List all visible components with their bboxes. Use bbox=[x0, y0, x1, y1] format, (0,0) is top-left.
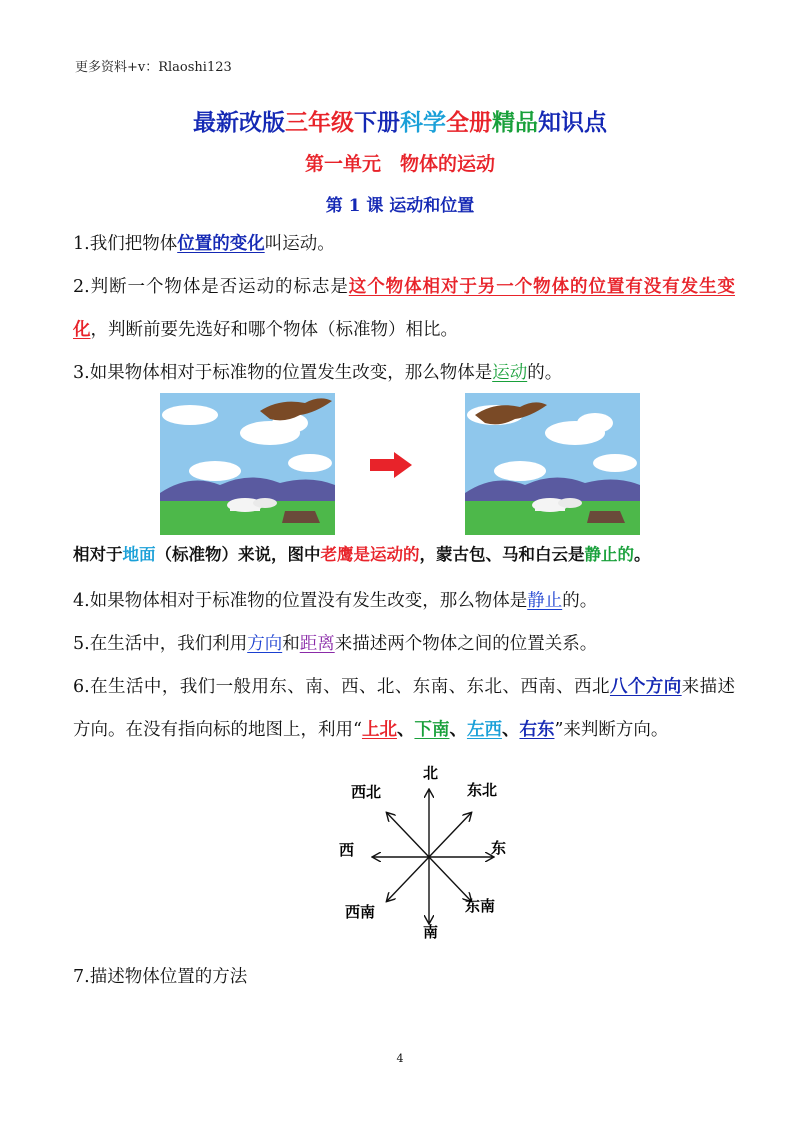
text: 3.如果物体相对于标准物的位置发生改变，那么物体是 bbox=[73, 363, 493, 383]
label-southeast: 东南 bbox=[465, 897, 496, 915]
arrow-southeast bbox=[429, 857, 471, 901]
document-title bbox=[0, 104, 800, 137]
text: 相对于 bbox=[73, 545, 123, 564]
key-term: 地面 bbox=[122, 545, 156, 564]
key-term: 运动 bbox=[492, 363, 528, 383]
key-term: 八个方向 bbox=[609, 677, 682, 697]
point-2 bbox=[73, 266, 735, 352]
image-caption bbox=[73, 541, 773, 565]
arrow-southwest bbox=[387, 857, 429, 901]
point-5 bbox=[73, 623, 735, 666]
text: 。 bbox=[634, 545, 651, 564]
title-part: 科学 bbox=[400, 109, 446, 136]
title-part: 精品 bbox=[492, 109, 538, 136]
label-west: 西 bbox=[339, 841, 355, 859]
text: 的。 bbox=[527, 363, 563, 383]
text: 5.在生活中，我们利用 bbox=[73, 634, 248, 654]
text: ”来判断方向。 bbox=[554, 720, 669, 740]
header-note: 更多资料+v：Rlaoshi123 bbox=[75, 60, 232, 75]
text: 叫运动。 bbox=[264, 234, 335, 254]
unit-title: 第一单元 物体的运动 bbox=[304, 153, 495, 175]
text: （标准物）来说，图中 bbox=[155, 545, 321, 564]
label-northeast: 东北 bbox=[467, 781, 498, 799]
title-part: 三年级 bbox=[285, 109, 354, 136]
label-northwest: 西北 bbox=[351, 783, 382, 801]
key-term: 静止的 bbox=[584, 545, 634, 564]
point-1 bbox=[73, 223, 735, 266]
label-east: 东 bbox=[491, 839, 507, 857]
text: 和 bbox=[282, 634, 300, 654]
title-part: 最新改版 bbox=[193, 109, 285, 136]
key-term: 静止 bbox=[527, 591, 563, 611]
text: 来描述方向。在没有指向标的地图上，利用“ bbox=[73, 677, 736, 740]
text: 、 bbox=[501, 720, 520, 740]
arrow-right-icon bbox=[368, 450, 414, 480]
arrow-northwest bbox=[387, 813, 429, 857]
text: 4.如果物体相对于标准物的位置没有发生改变，那么物体是 bbox=[73, 591, 528, 611]
scene-after-image bbox=[465, 393, 640, 535]
title-part: 全册 bbox=[446, 109, 492, 136]
label-south: 南 bbox=[423, 923, 439, 940]
point-4 bbox=[73, 580, 735, 623]
text: 1.我们把物体 bbox=[73, 234, 178, 254]
compass-diagram bbox=[335, 755, 525, 940]
key-term: 下南 bbox=[414, 720, 450, 740]
key-term: 这个物体相对于另一个物体的位置有没有发生变化 bbox=[73, 277, 736, 340]
text: 6.在生活中，我们一般用东、南、西、北、东南、东北、西南、西北 bbox=[73, 677, 610, 697]
arrow-northeast bbox=[429, 813, 471, 857]
key-term: 左西 bbox=[466, 720, 502, 740]
point-3 bbox=[73, 352, 735, 395]
key-term: 上北 bbox=[361, 720, 397, 740]
lesson-title: 第 1 课 运动和位置 bbox=[325, 196, 475, 216]
text: 的。 bbox=[562, 591, 598, 611]
label-north: 北 bbox=[423, 764, 439, 782]
text: 2.判断一个物体是否运动的标志是 bbox=[73, 277, 349, 297]
text: ，判断前要先选好和哪个物体（标准物）相比。 bbox=[90, 320, 458, 340]
label-southwest: 西南 bbox=[345, 903, 376, 921]
scene-before-image bbox=[160, 393, 335, 535]
key-term: 方向 bbox=[247, 634, 283, 654]
key-term: 距离 bbox=[299, 634, 335, 654]
title-part: 下册 bbox=[354, 109, 400, 136]
point-6 bbox=[73, 666, 735, 752]
title-part: 知识点 bbox=[538, 109, 607, 136]
key-term: 右东 bbox=[519, 720, 555, 740]
text: 、 bbox=[449, 720, 467, 740]
text: 、 bbox=[396, 720, 415, 740]
page-number: 4 bbox=[396, 1052, 404, 1065]
point-7: 7.描述物体位置的方法 bbox=[73, 967, 248, 987]
text: 来描述两个物体之间的位置关系。 bbox=[334, 634, 598, 654]
key-term: 位置的变化 bbox=[177, 234, 265, 254]
text: ，蒙古包、马和白云是 bbox=[419, 545, 585, 564]
key-term: 老鹰是运动的 bbox=[320, 545, 420, 564]
